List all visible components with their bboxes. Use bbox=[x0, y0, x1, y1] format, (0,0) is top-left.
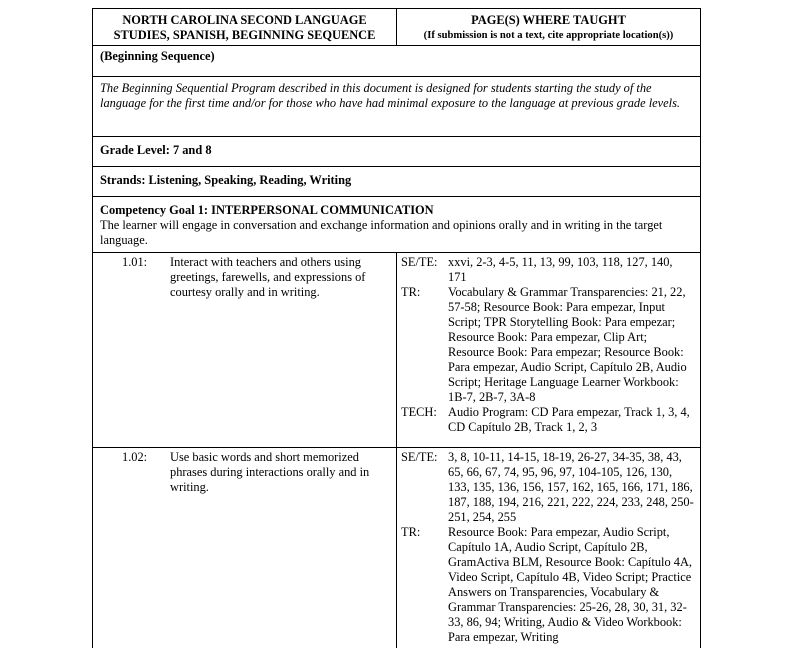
reference-label: TR: bbox=[401, 285, 421, 299]
reference-entry bbox=[401, 525, 694, 645]
goal-title: Competency Goal 1: INTERPERSONAL COMMUNICATION bbox=[100, 203, 434, 217]
competency-goal bbox=[93, 197, 700, 253]
reference-label: SE/TE: bbox=[401, 450, 438, 464]
reference-label: TR: bbox=[401, 525, 421, 539]
curriculum-table bbox=[92, 8, 701, 648]
objective-references bbox=[397, 253, 700, 447]
reference-pages: 3, 8, 10-11, 14-15, 18-19, 26-27, 34-35, 38, 43, 65, 66, 67, 74, 95, 96, 97, 104-105, 126, 130, 133, 135, 136, 156, 157, 162, 165, 166, 171, 186, 187, 188, 194, 216, 221, 222, 224, 233, 248, 250-251, 254, 255 bbox=[448, 450, 694, 524]
objective-number: 1.02: bbox=[122, 450, 148, 464]
objective-number: 1.01: bbox=[122, 255, 148, 269]
reference-entry bbox=[401, 450, 694, 525]
header-right-line1: PAGE(S) WHERE TAUGHT bbox=[471, 13, 626, 27]
intro-text: The Beginning Sequential Program described in this document is designed for students starting the study of the language for the first time and/or for those who have had minimal exposure to the language at previous grade levels. bbox=[93, 77, 700, 137]
reference-entry bbox=[401, 285, 694, 405]
header-left-line2: STUDIES, SPANISH, BEGINNING SEQUENCE bbox=[113, 28, 376, 42]
objective-left bbox=[93, 448, 397, 648]
objective-row bbox=[93, 253, 700, 448]
grade-level: Grade Level: 7 and 8 bbox=[93, 137, 700, 167]
objective-left bbox=[93, 253, 397, 447]
objective-references bbox=[397, 448, 700, 648]
reference-pages: Vocabulary & Grammar Transparencies: 21, 22, 57-58; Resource Book: Para empezar, Input Script; TPR Storytelling Book: Para empezar; Resource Book: Para empezar, Clip Art; Resource Book: Para empezar; Resource Book: Para empezar, Audio Script, Capítulo 2B, Audio Script; Heritage Language Learner Workbook: 1B-7, 2B-7, 3A-8 bbox=[448, 285, 687, 404]
reference-label: TECH: bbox=[401, 405, 437, 419]
header-right-line2: (If submission is not a text, cite appropriate location(s)) bbox=[423, 30, 674, 41]
header-left bbox=[93, 9, 397, 45]
header-left-line1: NORTH CAROLINA SECOND LANGUAGE bbox=[122, 13, 367, 27]
objective-text: Use basic words and short memorized phrases during interactions orally and in writing. bbox=[170, 450, 370, 494]
reference-pages: Audio Program: CD Para empezar, Track 1, 3, 4, CD Capítulo 2B, Track 1, 2, 3 bbox=[448, 405, 690, 434]
reference-pages: Resource Book: Para empezar, Audio Script, Capítulo 1A, Audio Script, Capítulo 2B, GramActiva BLM, Resource Book: Capítulo 4A, Video Script, Capítulo 4B, Video Script; Practice Answers on Transparencies, Vocabulary & Grammar Transparencies: 25-26, 28, 30, 31, 32-33, 86, 94; Writing, Audio & Video Workbook: Para empezar, Writing bbox=[448, 525, 692, 644]
goal-description: The learner will engage in conversation and exchange information and opinions orally and in writing in the target language. bbox=[100, 218, 663, 247]
header-right bbox=[397, 9, 700, 45]
reference-pages: xxvi, 2-3, 4-5, 11, 13, 99, 103, 118, 127, 140, 171 bbox=[448, 255, 673, 284]
table-header bbox=[93, 9, 700, 46]
sequence-label: (Beginning Sequence) bbox=[93, 46, 700, 77]
objective-row bbox=[93, 448, 700, 648]
reference-label: SE/TE: bbox=[401, 255, 438, 269]
reference-entry bbox=[401, 255, 694, 285]
strands: Strands: Listening, Speaking, Reading, Writing bbox=[93, 167, 700, 197]
reference-entry bbox=[401, 405, 694, 435]
objective-text: Interact with teachers and others using greetings, farewells, and expressions of courtesy orally and in writing. bbox=[170, 255, 366, 299]
